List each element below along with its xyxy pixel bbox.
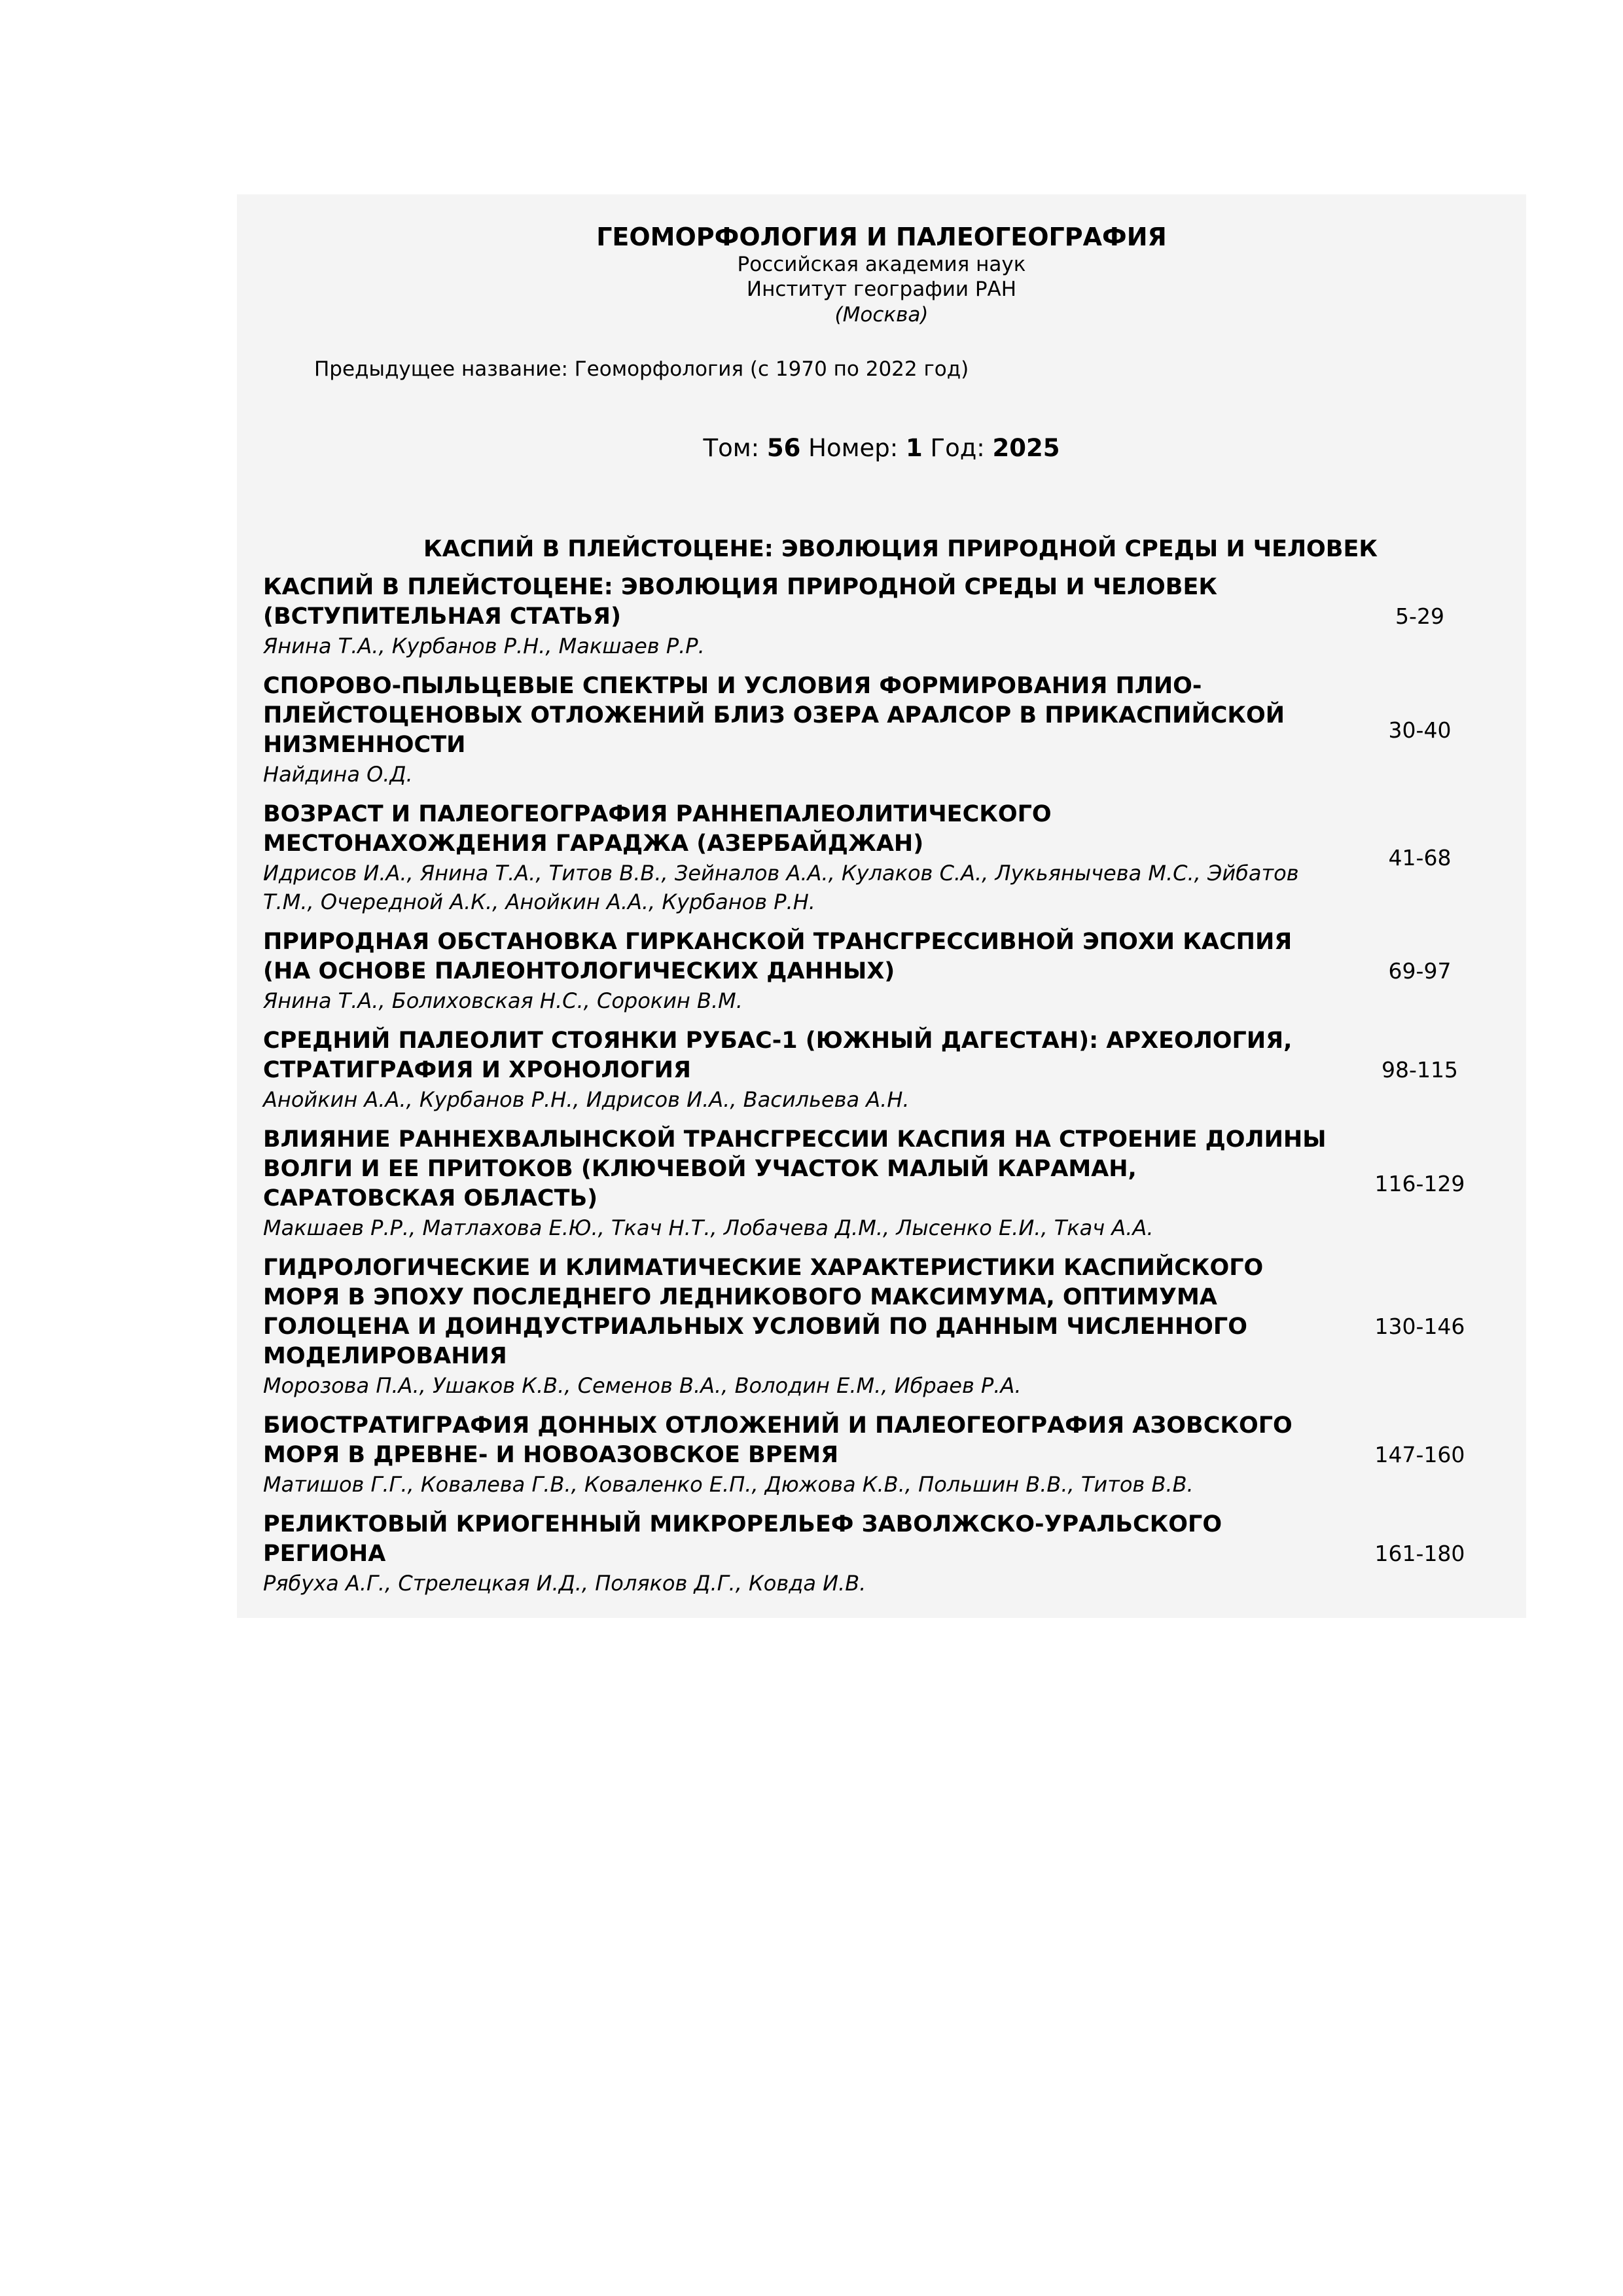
article-authors: Макшаев Р.Р., Матлахова Е.Ю., Ткач Н.Т., Лобачева Д.М., Лысенко Е.И., Ткач А.А.	[263, 1215, 1154, 1240]
organization-academy: Российская академия наук	[737, 253, 1026, 276]
article-authors: Янина Т.А., Болиховская Н.С., Сорокин В.М.	[263, 988, 743, 1013]
number-value: 1	[906, 434, 923, 462]
article-authors: Найдина О.Д.	[263, 762, 413, 787]
article-title[interactable]: ВЛИЯНИЕ РАННЕХВАЛЫНСКОЙ ТРАНСГРЕССИИ КАСПИЯ НА СТРОЕНИЕ ДОЛИНЫ ВОЛГИ И ЕЕ ПРИТОКОВ (КЛЮЧЕВОЙ УЧАСТОК МАЛЫЙ КАРАМАН, САРАТОВСКАЯ ОБЛАСТЬ)	[263, 1126, 1327, 1211]
article-pages: 5-29	[1395, 603, 1444, 629]
article-title[interactable]: КАСПИЙ В ПЛЕЙСТОЦЕНЕ: ЭВОЛЮЦИЯ ПРИРОДНОЙ СРЕДЫ И ЧЕЛОВЕК (ВСТУПИТЕЛЬНАЯ СТАТЬЯ)	[263, 574, 1218, 630]
article-pages: 161-180	[1374, 1541, 1465, 1566]
article-pages: 30-40	[1388, 717, 1452, 743]
article-authors: Матишов Г.Г., Ковалева Г.В., Коваленко Е.П., Дюжова К.В., Польшин В.В., Титов В.В.	[263, 1472, 1194, 1497]
article-item	[263, 1026, 1507, 1114]
article-authors: Идрисов И.А., Янина Т.А., Титов В.В., Зейналов А.А., Кулаков С.А., Лукьянычева М.С., Эйбатов Т.М., Очередной А.К., Анойкин А.А., Курбанов Р.Н.	[263, 861, 1299, 914]
volume-label: Том:	[703, 434, 760, 462]
article-title[interactable]: ВОЗРАСТ И ПАЛЕОГЕОГРАФИЯ РАННЕПАЛЕОЛИТИЧЕСКОГО МЕСТОНАХОЖДЕНИЯ ГАРАДЖА (АЗЕРБАЙДЖАН)	[263, 801, 1052, 857]
volume-value: 56	[766, 434, 801, 462]
article-authors: Анойкин А.А., Курбанов Р.Н., Идрисов И.А., Васильева А.Н.	[263, 1087, 910, 1112]
issue-info	[237, 433, 1526, 463]
section-title: КАСПИЙ В ПЛЕЙСТОЦЕНЕ: ЭВОЛЮЦИЯ ПРИРОДНОЙ СРЕДЫ И ЧЕЛОВЕК	[423, 536, 1378, 562]
article-title[interactable]: СРЕДНИЙ ПАЛЕОЛИТ СТОЯНКИ РУБАС-1 (ЮЖНЫЙ ДАГЕСТАН): АРХЕОЛОГИЯ, СТРАТИГРАФИЯ И ХРОНОЛОГИЯ	[263, 1028, 1293, 1083]
organization-institute: Институт географии РАН	[746, 278, 1017, 301]
article-pages: 69-97	[1388, 958, 1452, 984]
article-title[interactable]: ПРИРОДНАЯ ОБСТАНОВКА ГИРКАНСКОЙ ТРАНСГРЕССИВНОЙ ЭПОХИ КАСПИЯ (НА ОСНОВЕ ПАЛЕОНТОЛОГИЧЕСКИХ ДАННЫХ)	[263, 929, 1293, 984]
article-title[interactable]: РЕЛИКТОВЫЙ КРИОГЕННЫЙ МИКРОРЕЛЬЕФ ЗАВОЛЖСКО-УРАЛЬСКОГО РЕГИОНА	[263, 1511, 1222, 1567]
article-item	[263, 672, 1507, 789]
year-value: 2025	[992, 434, 1060, 462]
article-title[interactable]: БИОСТРАТИГРАФИЯ ДОННЫХ ОТЛОЖЕНИЙ И ПАЛЕОГЕОГРАФИЯ АЗОВСКОГО МОРЯ В ДРЕВНЕ- И НОВОАЗОВСКОЕ ВРЕМЯ	[263, 1412, 1293, 1468]
article-item	[263, 927, 1507, 1015]
article-authors: Рябуха А.Г., Стрелецкая И.Д., Поляков Д.Г., Ковда И.В.	[263, 1571, 866, 1596]
year-label: Год:	[930, 434, 985, 462]
previous-name: Предыдущее название: Геоморфология (с 1970 по 2022 год)	[314, 357, 969, 381]
number-label: Номер:	[808, 434, 899, 462]
article-pages: 116-129	[1374, 1170, 1465, 1196]
article-item	[263, 1411, 1507, 1499]
article-item	[263, 573, 1507, 660]
article-list	[263, 573, 1507, 1609]
article-item	[263, 1510, 1507, 1598]
publication-city: (Москва)	[834, 303, 929, 327]
article-item	[263, 800, 1507, 916]
article-pages: 147-160	[1374, 1442, 1465, 1467]
article-item	[263, 1125, 1507, 1242]
journal-title: ГЕОМОРФОЛОГИЯ И ПАЛЕОГЕОГРАФИЯ	[596, 223, 1167, 251]
article-title[interactable]: ГИДРОЛОГИЧЕСКИЕ И КЛИМАТИЧЕСКИЕ ХАРАКТЕРИСТИКИ КАСПИЙСКОГО МОРЯ В ЭПОХУ ПОСЛЕДНЕГО ЛЕДНИКОВОГО МАКСИМУМА, ОПТИМУМА ГОЛОЦЕНА И ДОИНДУСТРИАЛЬНЫХ УСЛОВИЙ ПО ДАННЫМ ЧИСЛЕННОГО МОДЕЛИРОВАНИЯ	[263, 1255, 1264, 1369]
article-authors: Морозова П.А., Ушаков К.В., Семенов В.А., Володин Е.М., Ибраев Р.А.	[263, 1373, 1022, 1398]
article-pages: 98-115	[1382, 1057, 1458, 1083]
toc-panel	[237, 194, 1526, 1618]
article-pages: 41-68	[1388, 845, 1452, 870]
article-pages: 130-146	[1374, 1314, 1465, 1339]
article-title[interactable]: СПОРОВО-ПЫЛЬЦЕВЫЕ СПЕКТРЫ И УСЛОВИЯ ФОРМИРОВАНИЯ ПЛИО-ПЛЕЙСТОЦЕНОВЫХ ОТЛОЖЕНИЙ БЛИЗ ОЗЕРА АРАЛСОР В ПРИКАСПИЙСКОЙ НИЗМЕННОСТИ	[263, 673, 1285, 758]
article-item	[263, 1253, 1507, 1400]
article-authors: Янина Т.А., Курбанов Р.Н., Макшаев Р.Р.	[263, 634, 705, 658]
